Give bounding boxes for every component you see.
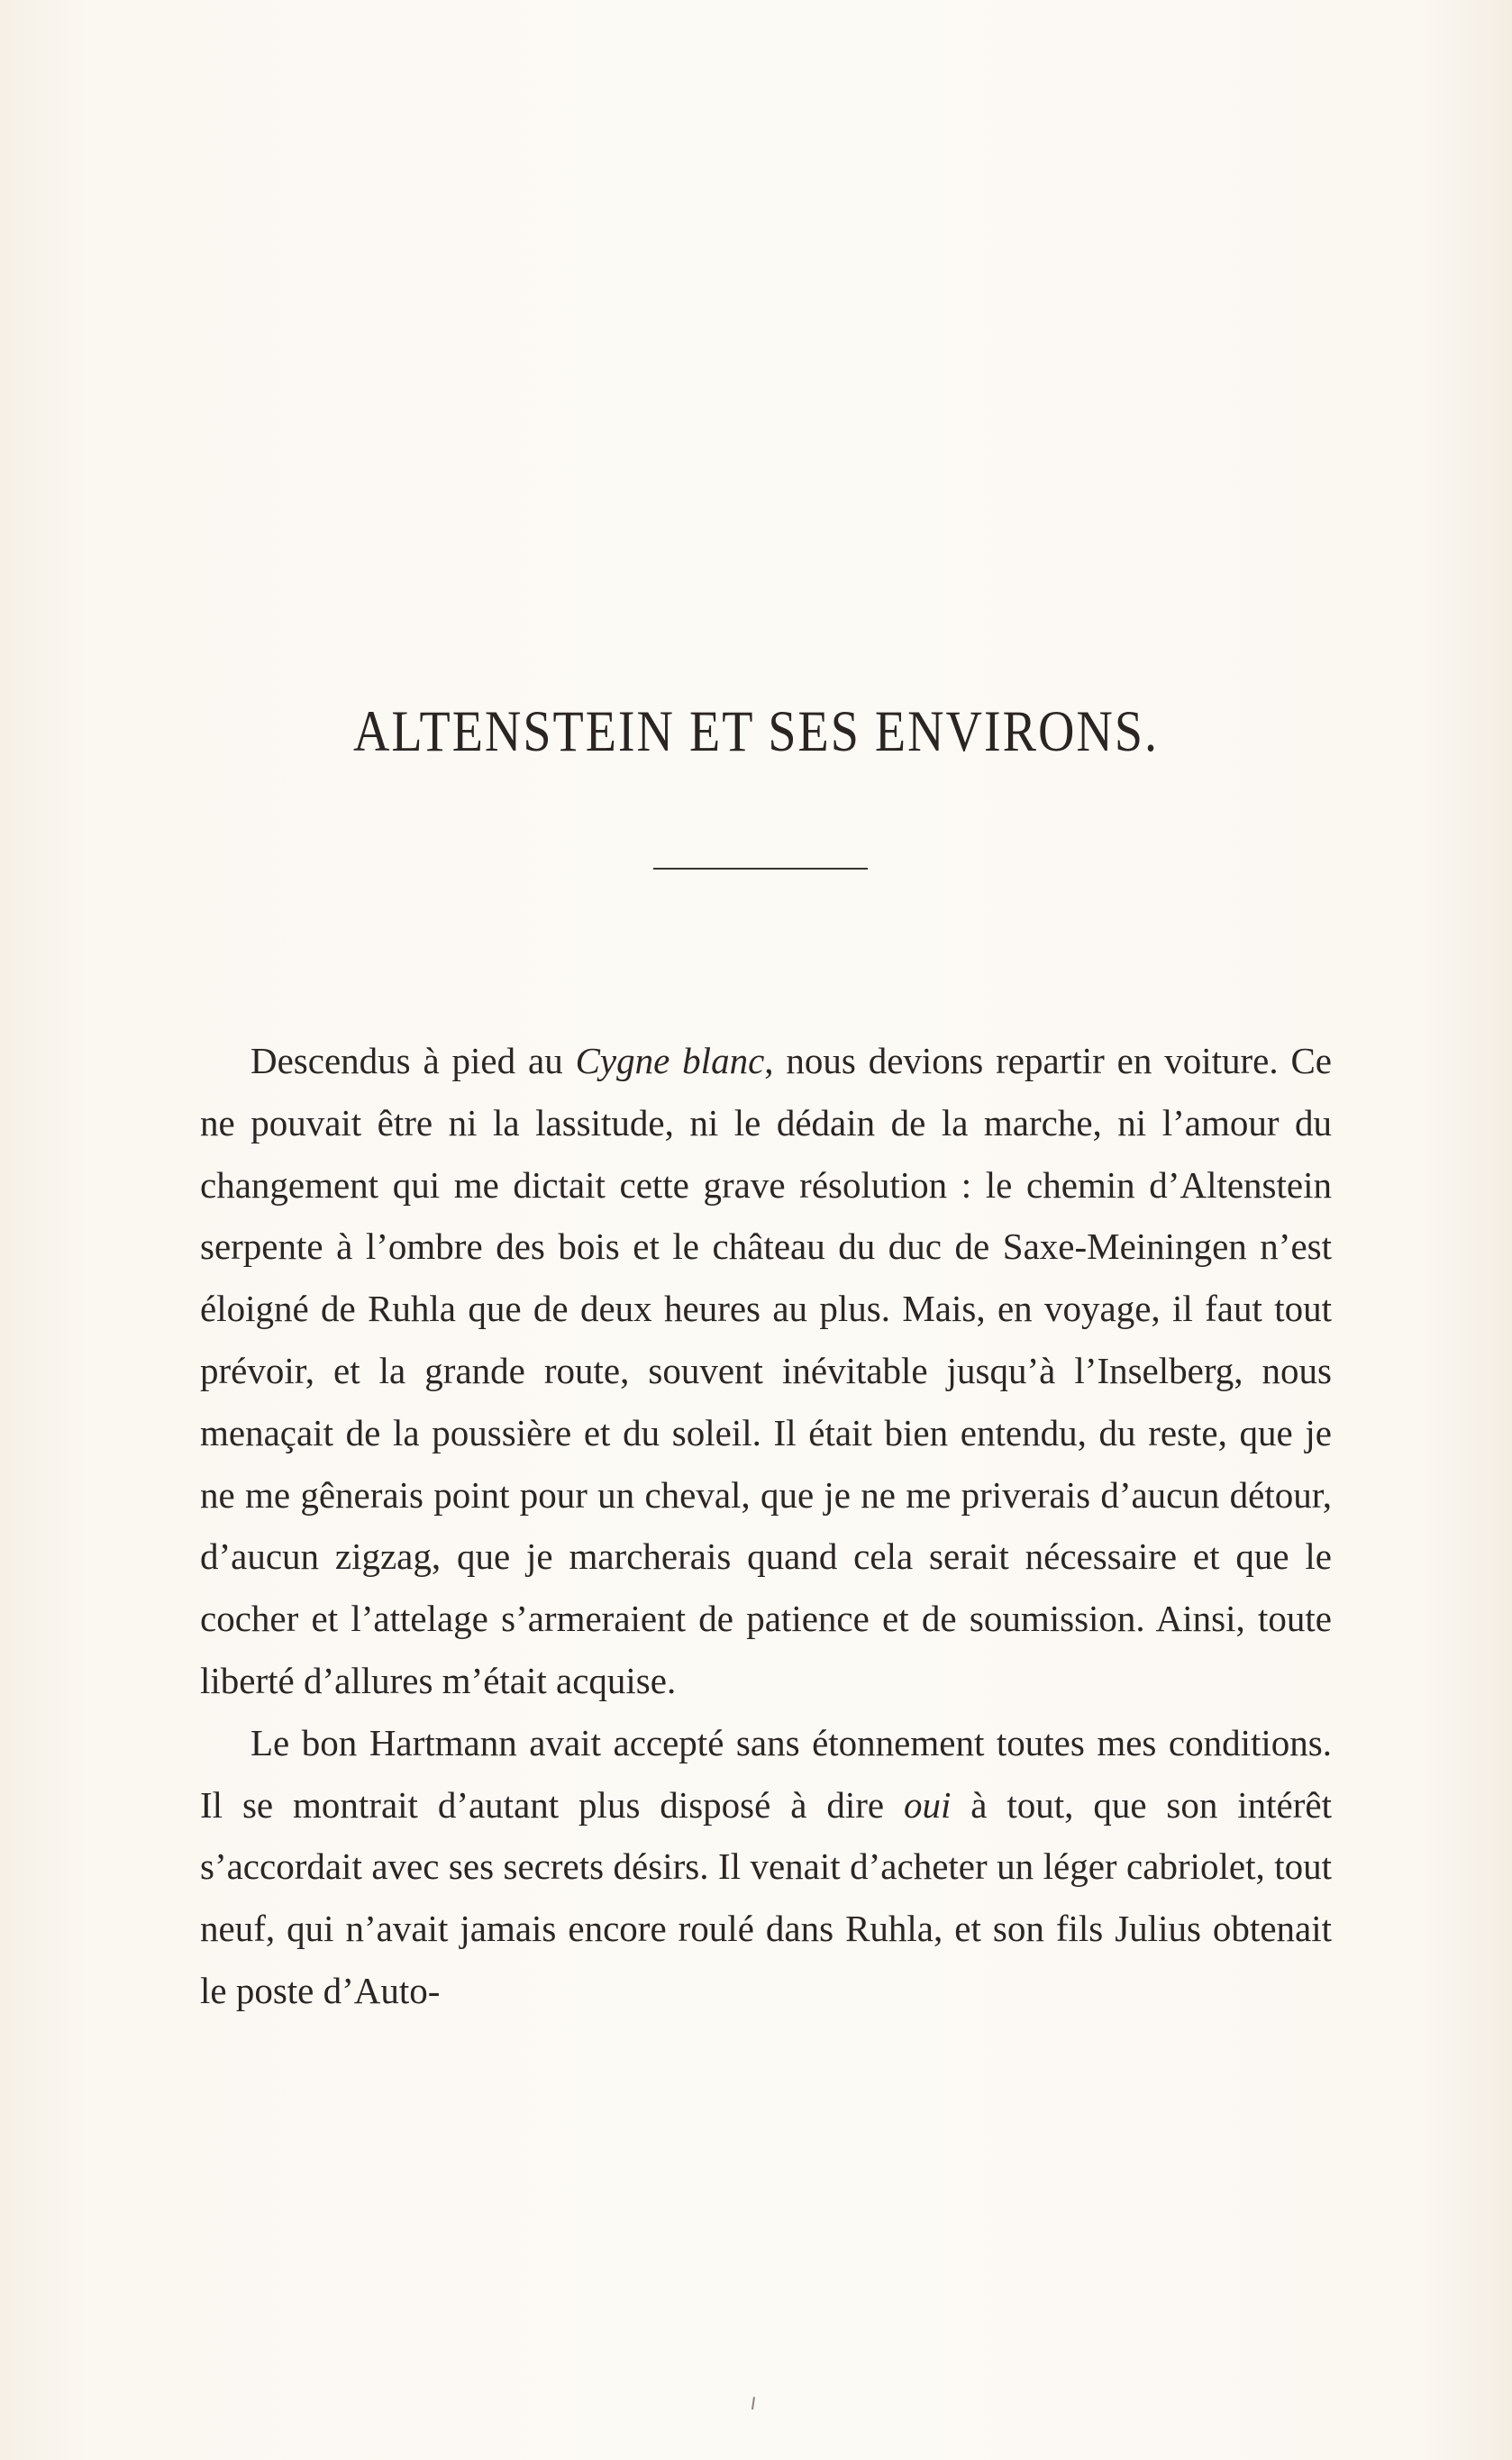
- chapter-title: ALTENSTEIN ET SES ENVIRONS.: [352, 699, 1160, 764]
- paragraph-1-text-start: Descendus à pied au: [250, 1040, 576, 1081]
- body-text: [200, 1030, 1332, 2022]
- inn-name-italic: Cygne blanc: [575, 1040, 765, 1081]
- paragraph-2-text-start: Le bon Hartmann avait accepté sans étonnement toutes mes conditions. Il se montrait d’autant plus disposé à dire: [200, 1721, 1332, 1826]
- print-mark: [751, 2397, 755, 2410]
- paragraph-1: [200, 1030, 1332, 1712]
- paragraph-1-text-end: , nous devions repartir en voiture. Ce ne pouvait être ni la lassitude, ni le dédain de la marche, ni l’amour du changement qui me dictait cette grave résolution : le chemin d’Altenstein serpente à l’ombre des bois et le château du duc de Saxe-Meiningen n’est éloigné de Ruhla que de deux heures au plus. Mais, en voyage, il faut tout prévoir, et la grande route, souvent inévitable jusqu’à l’Inselberg, nous menaçait de la poussière et du soleil. Il était bien entendu, du reste, que je ne me gênerais point pour un cheval, que je ne me priverais d’aucun détour, d’aucun zigzag, que je marcherais quand cela serait nécessaire et que le cocher et l’attelage s’armeraient de patience et de soumission. Ainsi, toute liberté d’allures m’était acquise.: [200, 1040, 1332, 1701]
- title-divider-rule: [653, 868, 868, 870]
- oui-italic: oui: [903, 1783, 952, 1826]
- paragraph-2-text-end: à tout, que son intérêt s’accordait avec ses secrets désirs. Il venait d’acheter un léger cabriolet, tout neuf, qui n’avait jamais encore roulé dans Ruhla, et son fils Julius obtenait le poste d’Auto-: [200, 1783, 1332, 2011]
- paragraph-2: [200, 1712, 1332, 2022]
